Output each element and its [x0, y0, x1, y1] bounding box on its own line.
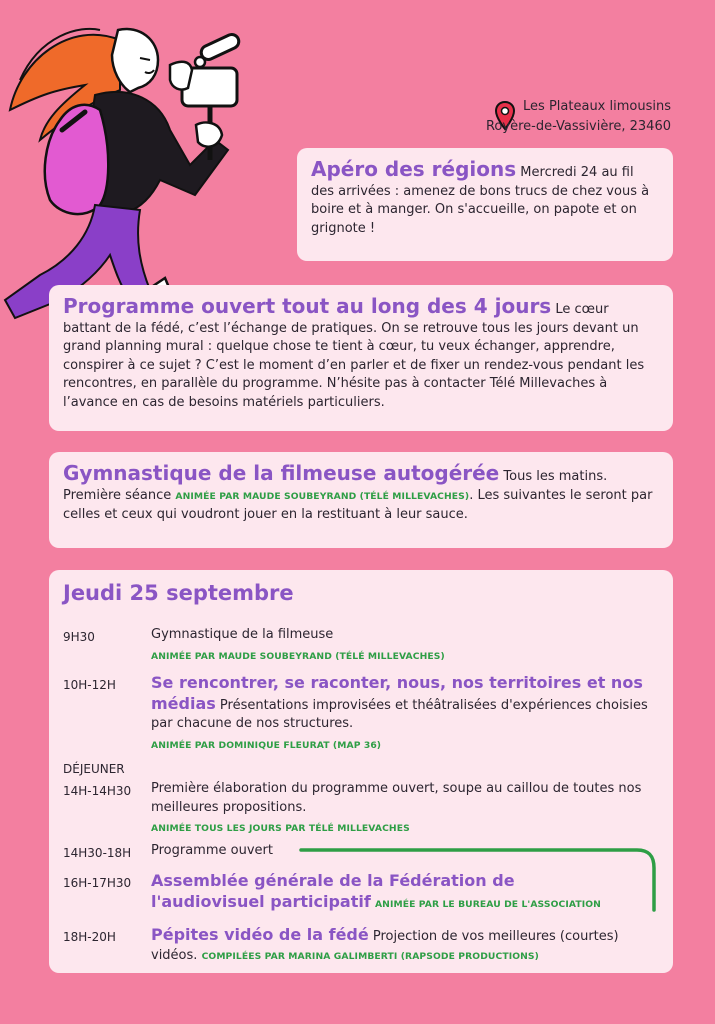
apero-card: [297, 148, 673, 261]
location-address: [486, 97, 671, 137]
woman-filming-illustration: [0, 0, 260, 330]
schedule-time: DÉJEUNER: [63, 762, 125, 776]
schedule-time: 9H30: [63, 630, 95, 644]
gym-text-1: Tous les matins. Première séance: [63, 469, 608, 503]
apero-title: Apéro des régions: [311, 157, 517, 181]
location-line-2: Royère-de-Vassivière, 23460: [485, 119, 671, 134]
schedule-time: 14H-14H30: [63, 784, 132, 798]
gym-title: Gymnastique de la filmeuse autogérée: [63, 461, 500, 485]
schedule-title: Pépites vidéo de la fédé: [151, 925, 369, 944]
day-title: Jeudi 25 septembre: [63, 581, 294, 605]
programme-title: Programme ouvert tout au long des 4 jours: [63, 294, 552, 318]
schedule-credit: COMPILÉES PAR MARINA GALIMBERTI (RAPSODE PRODUCTIONS): [201, 950, 539, 962]
gym-card: [49, 452, 673, 548]
schedule-credit: ANIMÉE PAR LE BUREAU DE L'ASSOCIATION: [374, 898, 601, 910]
gym-text-2: . Les suivantes le seront par celles et ceux qui voudront jouer en la restituant à leur sauce.: [63, 487, 653, 522]
apero-text: Mercredi 24 au fil des arrivées : amenez de bons trucs de chez vous à boire et à manger. On s'accueille, on papote et on grignote !: [311, 165, 650, 236]
schedule-credit: ANIMÉE PAR DOMINIQUE FLEURAT (MAP 36): [151, 739, 382, 751]
schedule-time: 14H30-18H: [63, 846, 132, 860]
schedule-text: Programme ouvert: [151, 843, 273, 858]
schedule-text: Première élaboration du programme ouvert, soupe au caillou de toutes nos meilleures propositions.: [151, 781, 642, 815]
schedule-time: 18H-20H: [63, 930, 116, 944]
programme-text: Le cœur battant de la fédé, c’est l’échange de pratiques. On se retrouve tous les jours devant un grand planning mural : quelque chose te tient à cœur, tu veux échanger, apprendre, conspirer à ce sujet ? C’est le moment d’en parler et de fixer un rendez-vous pendant les rencontres, en parallèle du programme. N’hésite pas à contacter Télé Millevaches à l’avance en cas de besoins matériels particuliers.: [63, 302, 645, 410]
gym-credit: ANIMÉE PAR MAUDE SOUBEYRAND (TÉLÉ MILLEVACHES): [175, 490, 470, 502]
schedule-credit: ANIMÉE PAR MAUDE SOUBEYRAND (TÉLÉ MILLEVACHES): [151, 650, 445, 662]
schedule-title: Assemblée générale de la Fédération de l'audiovisuel participatif: [151, 871, 515, 911]
programme-card: [49, 285, 673, 431]
schedule-text: Présentations improvisées et théâtralisées d'expériences choisies par chacune de nos structures.: [151, 697, 648, 731]
location-line-1: Les Plateaux limousins: [523, 99, 671, 114]
schedule-credit: ANIMÉE TOUS LES JOURS PAR TÉLÉ MILLEVACHES: [151, 823, 410, 834]
schedule-text: Projection de vos meilleures (courtes) vidéos.: [151, 929, 619, 963]
schedule-time: 16H-17H30: [63, 876, 132, 890]
schedule-time: 10H-12H: [63, 678, 116, 692]
day-card: [49, 570, 673, 973]
schedule-text: Gymnastique de la filmeuse: [151, 627, 334, 642]
schedule-title: Se rencontrer, se raconter, nous, nos territoires et nos médias: [151, 673, 643, 713]
